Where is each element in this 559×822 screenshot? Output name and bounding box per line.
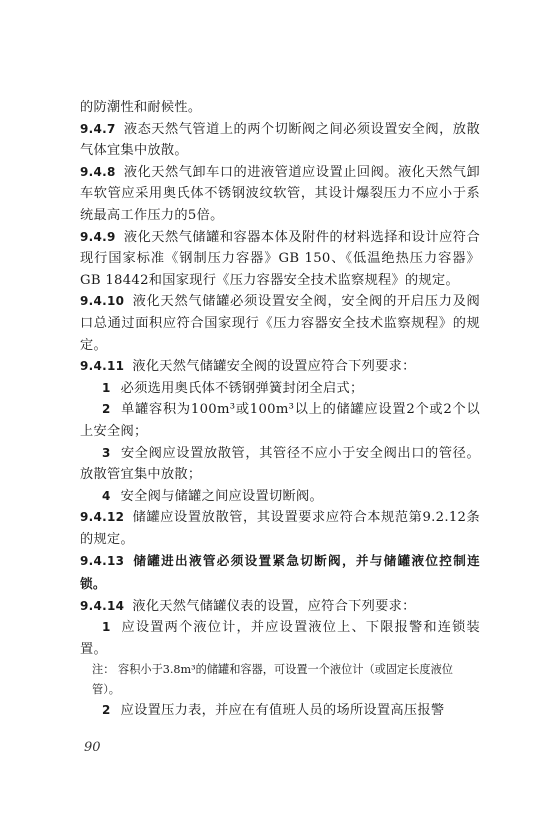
clause-9-4-11 bbox=[80, 356, 480, 378]
item-text: 单罐容积为100m³或100m³以上的储罐应设置2个或2个以上安全阀； bbox=[80, 402, 480, 439]
clause-number: 9.4.11 bbox=[80, 359, 125, 374]
clause-number: 9.4.8 bbox=[80, 164, 116, 179]
item-number: 3 bbox=[102, 445, 111, 460]
clause-9-4-7 bbox=[80, 119, 480, 162]
clause-9-4-8 bbox=[80, 162, 480, 227]
list-item-4 bbox=[80, 486, 480, 508]
item-number: 1 bbox=[102, 380, 111, 395]
item-text: 必须选用奥氏体不锈钢弹簧封闭全启式； bbox=[120, 380, 364, 396]
note bbox=[80, 660, 480, 700]
list-item-2b bbox=[80, 700, 480, 722]
note-label: 注： bbox=[92, 663, 115, 677]
clause-text-bold: 储罐进出液管必须设置紧急切断阀，并与储罐液位控制连锁。 bbox=[80, 553, 480, 592]
paragraph-continuation bbox=[80, 97, 480, 119]
item-number: 4 bbox=[102, 488, 111, 503]
clause-9-4-12 bbox=[80, 507, 480, 550]
item-text: 应设置两个液位计，并应设置液位上、下限报警和连锁装置。 bbox=[80, 620, 480, 657]
clause-text: 液化天然气储罐安全阀的设置应符合下列要求： bbox=[132, 359, 416, 375]
clause-number: 9.4.14 bbox=[80, 598, 125, 613]
clause-9-4-14 bbox=[80, 596, 480, 618]
clause-number: 9.4.10 bbox=[80, 294, 125, 309]
list-item-2 bbox=[80, 399, 480, 442]
clause-9-4-9 bbox=[80, 227, 480, 292]
clause-text: 液化天然气储罐和容器本体及附件的材料选择和设计应符合现行国家标准《钢制压力容器》GB 150、《低温绝热压力容器》GB 18442和国家现行《压力容器安全技术监察规程》的规定。 bbox=[80, 229, 480, 288]
clause-text: 液态天然气管道上的两个切断阀之间必须设置安全阀，放散气体宜集中放散。 bbox=[80, 121, 480, 159]
item-text: 安全阀与储罐之间应设置切断阀。 bbox=[120, 488, 323, 504]
list-item-1b bbox=[80, 617, 480, 660]
page-number: 90 bbox=[84, 740, 101, 755]
clause-text: 液化天然气卸车口的进液管道应设置止回阀。液化天然气卸车软管应采用奥氏体不锈钢波纹软管，其设计爆裂压力不应小于系统最高工作压力的5倍。 bbox=[80, 164, 480, 223]
clause-number: 9.4.13 bbox=[80, 554, 125, 569]
list-item-1 bbox=[80, 378, 480, 400]
clause-text: 液化天然气储罐必须设置安全阀，安全阀的开启压力及阀口总通过面积应符合国家现行《压力容器安全技术监察规程》的规定。 bbox=[80, 294, 480, 353]
item-text: 应设置压力表，并应在有值班人员的场所设置高压报警 bbox=[120, 703, 445, 719]
text-line: 的防潮性和耐候性。 bbox=[80, 100, 202, 115]
item-number: 2 bbox=[102, 402, 111, 417]
clause-number: 9.4.12 bbox=[80, 510, 125, 525]
clause-number: 9.4.9 bbox=[80, 229, 116, 244]
clause-9-4-13 bbox=[80, 550, 480, 595]
note-text: 容积小于3.8m³的储罐和容器，可设置一个液位计（或固定长度液位管）。 bbox=[92, 663, 453, 697]
clause-number: 9.4.7 bbox=[80, 121, 116, 136]
clause-text: 液化天然气储罐仪表的设置，应符合下列要求： bbox=[132, 598, 416, 614]
item-number: 1 bbox=[102, 620, 111, 635]
item-number: 2 bbox=[102, 703, 111, 718]
list-item-3 bbox=[80, 443, 480, 486]
clause-text: 储罐应设置放散管，其设置要求应符合本规范第9.2.12条的规定。 bbox=[80, 510, 480, 547]
page-content bbox=[80, 97, 480, 722]
item-text: 安全阀应设置放散管，其管径不应小于安全阀出口的管径。放散管宜集中放散； bbox=[80, 445, 480, 483]
clause-9-4-10 bbox=[80, 291, 480, 356]
